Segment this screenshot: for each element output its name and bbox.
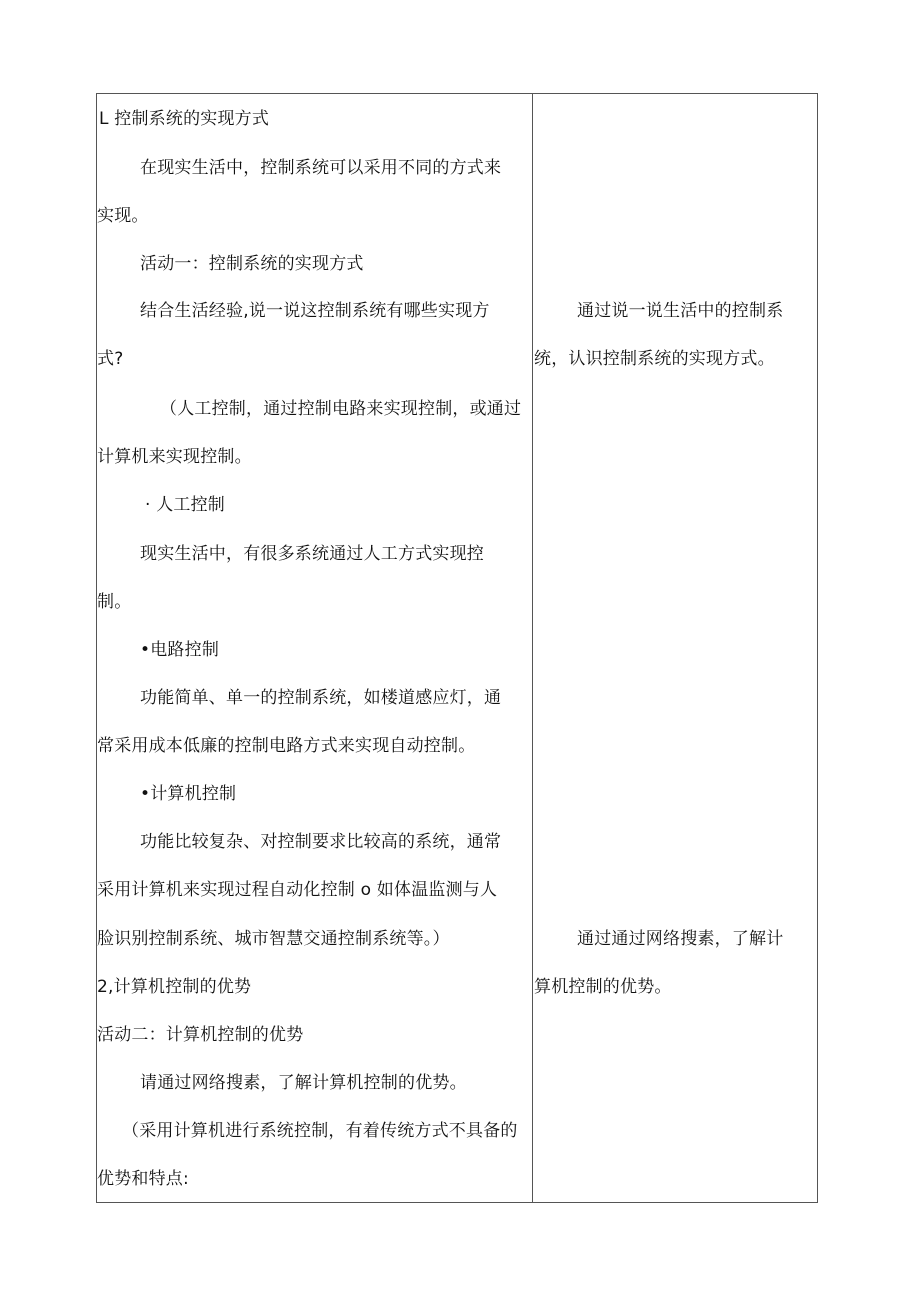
paragraph-line: 脸识别控制系统、城市智慧交通控制系统等。） bbox=[97, 929, 450, 949]
paragraph-line: 结合生活经验,说一说这控制系统有哪些实现方 bbox=[140, 301, 490, 321]
paragraph-line: 优势和特点: bbox=[97, 1169, 189, 1189]
section-heading-1: L 控制系统的实现方式 bbox=[99, 109, 270, 129]
paragraph-line: 计算机来实现控制。 bbox=[97, 447, 252, 467]
column-divider bbox=[532, 93, 533, 1203]
paragraph-line: 式? bbox=[97, 349, 124, 369]
paragraph-line: 常采用成本低廉的控制电路方式来实现自动控制。 bbox=[97, 736, 476, 756]
paragraph-line: （人工控制，通过控制电路来实现控制，或通过 bbox=[160, 399, 522, 419]
paragraph-line: 制。 bbox=[97, 592, 132, 612]
activity-two-title: 活动二：计算机控制的优势 bbox=[97, 1025, 304, 1045]
bullet-circuit-control: •电路控制 bbox=[140, 640, 220, 660]
design-intent-line: 通过通过网络搜素，了解计 bbox=[577, 929, 784, 949]
bullet-manual-control: · 人工控制 bbox=[145, 495, 226, 515]
activity-one-title: 活动一：控制系统的实现方式 bbox=[140, 254, 364, 274]
paragraph-line: 请通过网络搜素，了解计算机控制的优势。 bbox=[140, 1073, 467, 1093]
design-intent-line: 通过说一说生活中的控制系 bbox=[577, 301, 784, 321]
paragraph-line: 在现实生活中，控制系统可以采用不同的方式来 bbox=[140, 158, 502, 178]
design-intent-line: 算机控制的优势。 bbox=[534, 977, 672, 997]
paragraph-line: 功能简单、单一的控制系统，如楼道感应灯，通 bbox=[140, 688, 502, 708]
paragraph-line: 采用计算机来实现过程自动化控制 o 如体温监测与人 bbox=[97, 880, 498, 900]
design-intent-line: 统，认识控制系统的实现方式。 bbox=[534, 349, 775, 369]
bullet-computer-control: •计算机控制 bbox=[140, 784, 237, 804]
paragraph-line: （采用计算机进行系统控制，有着传统方式不具备的 bbox=[122, 1121, 518, 1141]
paragraph-line: 实现。 bbox=[97, 206, 149, 226]
paragraph-line: 现实生活中，有很多系统通过人工方式实现控 bbox=[140, 544, 484, 564]
paragraph-line: 功能比较复杂、对控制要求比较高的系统，通常 bbox=[140, 832, 502, 852]
section-heading-2: 2,计算机控制的优势 bbox=[97, 977, 252, 997]
